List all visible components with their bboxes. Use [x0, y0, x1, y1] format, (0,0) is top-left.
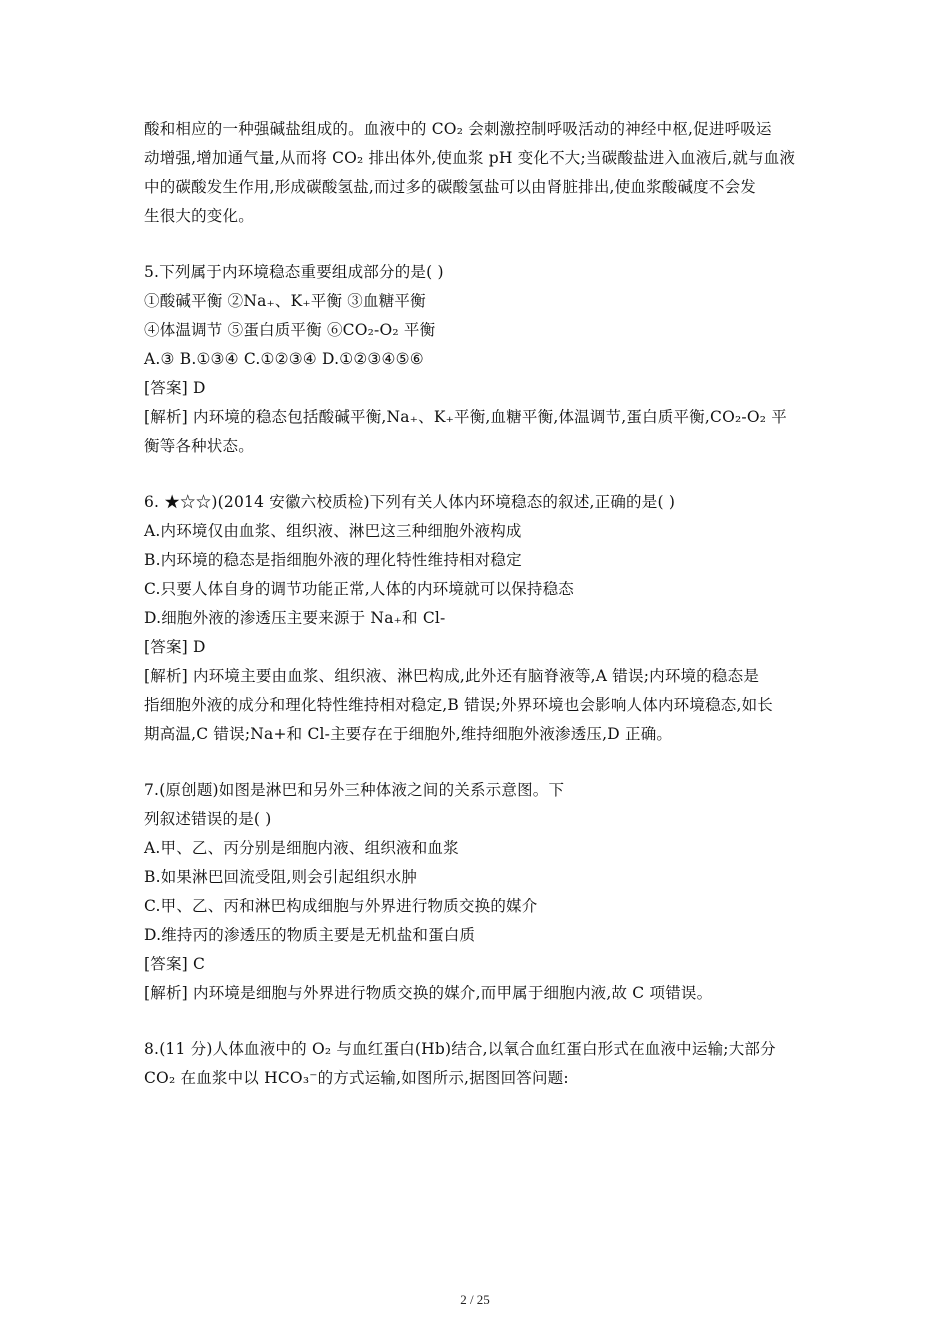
- choice-d: D.维持丙的渗透压的物质主要是无机盐和蛋白质: [144, 926, 476, 944]
- text-line: 动增强,增加通气量,从而将 CO₂ 排出体外,使血浆 pH 变化不大;当碳酸盐进入血液后,就与血液: [144, 149, 796, 167]
- option-line: ①酸碱平衡 ②Na₊、K₊平衡 ③血糖平衡: [144, 292, 426, 310]
- analysis-line: 指细胞外液的成分和理化特性维持相对稳定,B 错误;外界环境也会影响人体内环境稳态,如长: [144, 696, 773, 714]
- question-7-cont: 列叙述错误的是( ): [144, 810, 272, 828]
- choice-c: C.甲、乙、丙和淋巴构成细胞与外界进行物质交换的媒介: [144, 897, 538, 915]
- choice-b: B.内环境的稳态是指细胞外液的理化特性维持相对稳定: [144, 551, 522, 569]
- choice-c: C.只要人体自身的调节功能正常,人体的内环境就可以保持稳态: [144, 580, 574, 598]
- text-line: 中的碳酸发生作用,形成碳酸氢盐,而过多的碳酸氢盐可以由肾脏排出,使血浆酸碱度不会发: [144, 178, 756, 196]
- text-line: 酸和相应的一种强碱盐组成的。血液中的 CO₂ 会刺激控制呼吸活动的神经中枢,促进呼吸运: [144, 120, 772, 138]
- question-6: 6. ★☆☆)(2014 安徽六校质检)下列有关人体内环境稳态的叙述,正确的是( ): [144, 493, 676, 511]
- option-line: ④体温调节 ⑤蛋白质平衡 ⑥CO₂-O₂ 平衡: [144, 321, 436, 339]
- text-line: 生很大的变化。: [144, 207, 254, 225]
- answer-line: [答案] D: [144, 638, 206, 656]
- page-number: 2 / 25: [460, 1292, 490, 1307]
- choices-line: A.③ B.①③④ C.①②③④ D.①②③④⑤⑥: [144, 350, 424, 368]
- choice-a: A.甲、乙、丙分别是细胞内液、组织液和血浆: [144, 839, 459, 857]
- question-5: 5.下列属于内环境稳态重要组成部分的是( ): [144, 263, 444, 281]
- analysis-line: [解析] 内环境是细胞与外界进行物质交换的媒介,而甲属于细胞内液,故 C 项错误。: [144, 984, 713, 1002]
- choice-d: D.细胞外液的渗透压主要来源于 Na₊和 Cl-: [144, 609, 446, 627]
- answer-line: [答案] D: [144, 379, 206, 397]
- analysis-line: 期高温,C 错误;Na+和 Cl-主要存在于细胞外,维持细胞外液渗透压,D 正确。: [144, 725, 673, 743]
- question-7: 7.(原创题)如图是淋巴和另外三种体液之间的关系示意图。下: [144, 781, 565, 799]
- analysis-line: [解析] 内环境的稳态包括酸碱平衡,Na₊、K₊平衡,血糖平衡,体温调节,蛋白质平衡,CO₂-O₂ 平: [144, 408, 787, 426]
- answer-line: [答案] C: [144, 955, 206, 973]
- analysis-line: [解析] 内环境主要由血浆、组织液、淋巴构成,此外还有脑脊液等,A 错误;内环境的稳态是: [144, 667, 760, 685]
- choice-b: B.如果淋巴回流受阻,则会引起组织水肿: [144, 868, 418, 886]
- question-8: 8.(11 分)人体血液中的 O₂ 与血红蛋白(Hb)结合,以氧合血红蛋白形式在血液中运输;大部分: [144, 1040, 776, 1058]
- choice-a: A.内环境仅由血浆、组织液、淋巴这三种细胞外液构成: [144, 522, 522, 540]
- question-8-cont: CO₂ 在血浆中以 HCO₃⁻的方式运输,如图所示,据图回答问题:: [144, 1069, 569, 1087]
- analysis-line: 衡等各种状态。: [144, 437, 254, 455]
